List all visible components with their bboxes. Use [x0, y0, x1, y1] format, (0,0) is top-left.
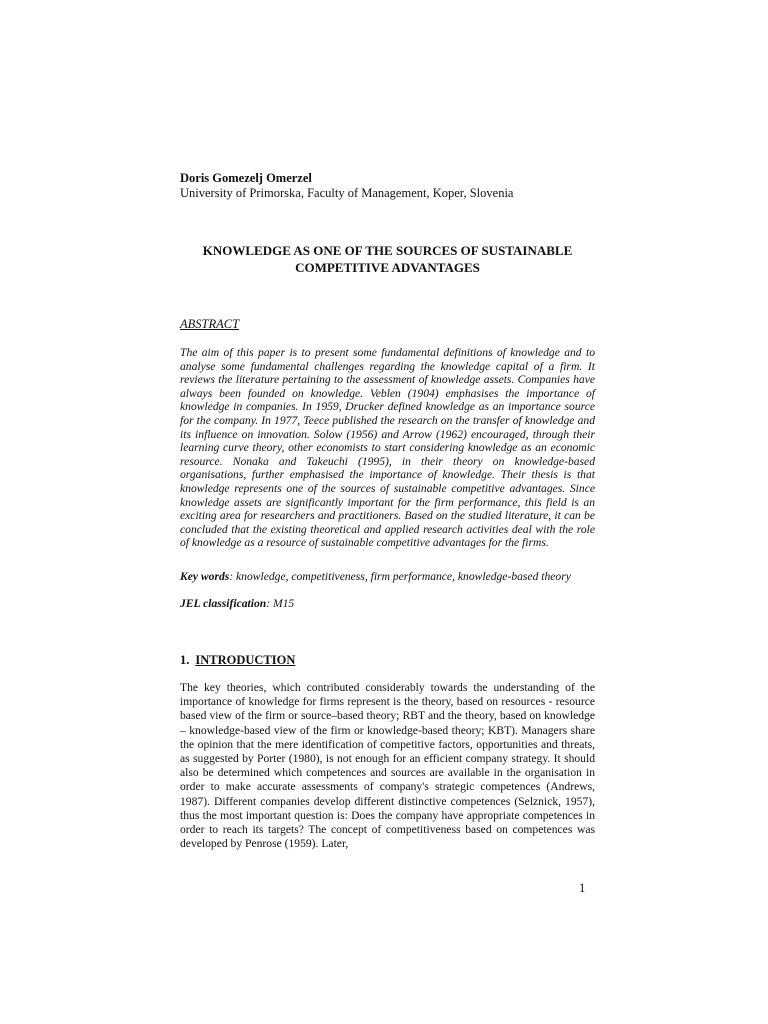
paper-title: [180, 242, 595, 276]
keywords-line: [180, 570, 595, 584]
abstract-heading: ABSTRACT: [180, 317, 240, 331]
author-affiliation: University of Primorska, Faculty of Management, Koper, Slovenia: [180, 186, 514, 200]
section-title: INTRODUCTION: [195, 653, 296, 667]
jel-classification-line: [180, 597, 294, 611]
keywords-label: Key words: [180, 570, 230, 583]
section-number: 1.: [180, 653, 190, 667]
keywords-text: : knowledge, competitiveness, firm performance, knowledge-based theory: [229, 570, 571, 583]
abstract-body: The aim of this paper is to present some fundamental definitions of knowledge and to analyse some fundamental challenges regarding the knowledge capital of a firm. It reviews the literature pertaining to the assessment of knowledge assets. Companies have always been founded on knowledge. Veblen (1904) emphasises the importance of knowledge in companies. In 1959, Drucker defined knowledge as an importance source for the company. In 1977, Teece published the research on the transfer of knowledge and its influence on innovation. Solow (1956) and Arrow (1962) encouraged, through their learning curve theory, other economists to start considering knowledge as an economic resource. Nonaka and Takeuchi (1995), in their theory on knowledge-based organisations, further emphasised the importance of knowledge. Their thesis is that knowledge represents one of the sources of sustainable competitive advantages. Since knowledge assets are significantly important for the firm performance, this field is an exciting area for researchers and practitioners. Based on the studied literature, it can be concluded that the existing theoretical and applied research activities deal with the role of knowledge as a resource of sustainable competitive advantages for the firms.: [180, 346, 595, 550]
jel-text: : M15: [266, 597, 295, 610]
author-name: Doris Gomezelj Omerzel: [180, 171, 312, 185]
jel-label: JEL classification: [180, 597, 267, 610]
section-heading-introduction: [180, 653, 295, 668]
introduction-body: The key theories, which contributed considerably towards the understanding of the importance of knowledge for firms represent is the theory, based on resources - resource based view of the firm or source–based theory; RBT and the theory, based on knowledge – knowledge-based view of the firm or knowledge-based theory; KBT). Managers share the opinion that the mere identification of competitive factors, opportunities and threats, as suggested by Porter (1980), is not enough for an efficient company strategy. It should also be determined which competences and sources are available in the organisation in order to make accurate assessments of company's strategic competences (Andrews, 1987). Different companies develop different distinctive competences (Selznick, 1957), thus the most important question is: Does the company have appropriate competences in order to reach its targets? The concept of competitiveness based on competences was developed by Penrose (1959). Later,: [180, 681, 595, 851]
paper-title-line-1: KNOWLEDGE AS ONE OF THE SOURCES OF SUSTAINABLE: [202, 243, 573, 258]
paper-title-line-2: COMPETITIVE ADVANTAGES: [295, 260, 480, 275]
page-number: 1: [579, 881, 586, 895]
